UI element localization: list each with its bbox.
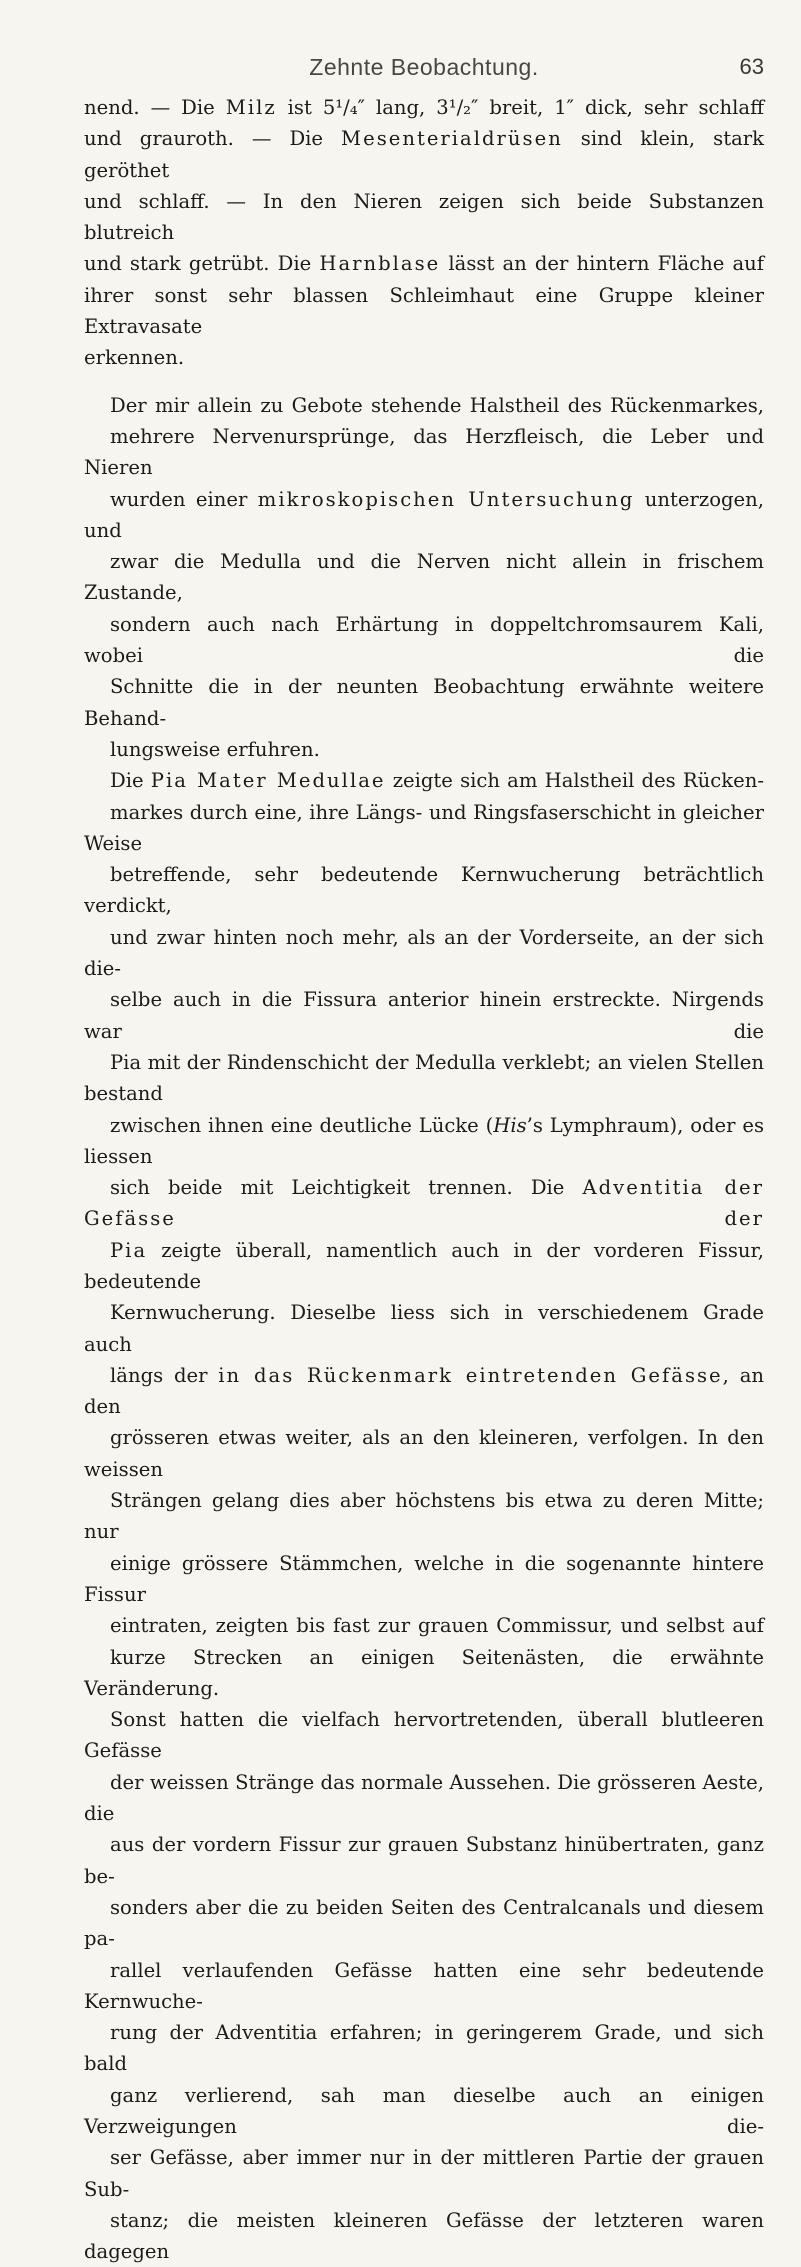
running-head bbox=[84, 50, 764, 90]
emphasis-term: Mesenterialdrüsen bbox=[341, 127, 563, 151]
text-line: zwar die Medulla und die Nerven nicht allein in frischem Zustande, bbox=[84, 550, 764, 605]
text-line: selbe auch in die Fissura anterior hinein erstreckte. Nirgends war die bbox=[84, 988, 764, 1043]
text-line: Strängen gelang dies aber höchstens bis etwa zu deren Mitte; nur bbox=[84, 1489, 764, 1544]
text-line: und schlaff. — In den Nieren zeigen sich beide Substanzen blutreich bbox=[84, 189, 764, 245]
text-line: und grauroth. — Die Mesenterialdrüsen sind klein, stark geröthet bbox=[84, 127, 764, 182]
text-line: stanz; die meisten kleineren Gefässe der letzteren waren dagegen bbox=[84, 2208, 764, 2264]
emphasis-term: Milz bbox=[225, 96, 277, 119]
text-line: grösseren etwas weiter, als an den kleineren, verfolgen. In den weissen bbox=[84, 1426, 764, 1481]
body-text bbox=[84, 92, 764, 2267]
text-line: markes durch eine, ihre Längs- und Ringsfaserschicht in gleicher Weise bbox=[84, 800, 764, 855]
author-name: His bbox=[493, 1113, 527, 1137]
text-line: der weissen Stränge das normale Aussehen. Die grösseren Aeste, die bbox=[84, 1770, 764, 1826]
text-line: nend. — Die Milz ist 5¹/₄″ lang, 3¹/₂″ breit, 1″ dick, sehr schlaff bbox=[84, 96, 764, 119]
emphasis-term: Harnblase bbox=[319, 252, 441, 276]
text-line: und zwar hinten noch mehr, als an der Vorderseite, an der sich die- bbox=[84, 925, 764, 981]
text-line: Schnitte die in der neunten Beobachtung erwähnte weitere Behand- bbox=[84, 675, 764, 730]
emphasis-term: Pia bbox=[110, 1238, 148, 1262]
text-line: Kernwucherung. Dieselbe liess sich in verschiedenem Grade auch bbox=[84, 1301, 764, 1356]
text-line: aus der vordern Fissur zur grauen Substanz hinübertraten, ganz be- bbox=[84, 1833, 764, 1888]
text-line: erkennen. bbox=[84, 346, 185, 370]
text-line: wurden einer mikroskopischen Untersuchung unterzogen, und bbox=[84, 487, 764, 542]
emphasis-term: mikroskopischen Untersuchung bbox=[257, 487, 635, 511]
text-line: mehrere Nervenursprünge, das Herzfleisch, die Leber und Nieren bbox=[84, 424, 764, 480]
text-line: kurze Strecken an einigen Seitenästen, die erwähnte Veränderung. bbox=[84, 1645, 764, 1700]
text-line: ganz verlierend, sah man dieselbe auch an einigen Verzweigungen die- bbox=[84, 2083, 764, 2138]
text-line: sondern auch nach Erhärtung in doppeltchromsaurem Kali, wobei die bbox=[84, 612, 764, 668]
text-line: Die Pia Mater Medullae zeigte sich am Halstheil des Rücken- bbox=[110, 769, 764, 793]
text-line: lungsweise erfuhren. bbox=[110, 737, 320, 761]
text-line: eintraten, zeigten bis fast zur grauen Commissur, und selbst auf bbox=[110, 1614, 764, 1638]
text-line: rung der Adventitia erfahren; in geringerem Grade, und sich bald bbox=[84, 2021, 764, 2076]
text-line: Der mir allein zu Gebote stehende Halstheil des Rückenmarkes, bbox=[110, 393, 764, 417]
text-line: Pia mit der Rindenschicht der Medulla verklebt; an vielen Stellen bestand bbox=[84, 1050, 764, 1106]
text-line: sich beide mit Leichtigkeit trennen. Die Adventitia der Gefässe der bbox=[84, 1176, 764, 1231]
text-line: rallel verlaufenden Gefässe hatten eine sehr bedeutende Kernwuche- bbox=[84, 1958, 764, 2013]
paragraph-1 bbox=[84, 92, 764, 374]
text-line: längs der in das Rückenmark eintretenden Gefässe, an den bbox=[84, 1363, 764, 1419]
text-line: ser Gefässe, aber immer nur in der mittleren Partie der grauen Sub- bbox=[84, 2146, 764, 2201]
running-title: Zehnte Beobachtung. bbox=[309, 54, 539, 80]
text-line: betreffende, sehr bedeutende Kernwucherung beträchtlich verdickt, bbox=[84, 863, 764, 918]
paragraph-3 bbox=[84, 765, 764, 2267]
emphasis-term: Adventitia der Gefässe der bbox=[84, 1176, 764, 1231]
emphasis-term: Pia Mater Medullae bbox=[150, 769, 386, 793]
text-line: ihrer sonst sehr blassen Schleimhaut eine Gruppe kleiner Extravasate bbox=[84, 283, 764, 339]
text-line: Sonst hatten die vielfach hervortretenden, überall blutleeren Gefässe bbox=[84, 1708, 764, 1763]
text-line: Pia zeigte überall, namentlich auch in der vorderen Fissur, bedeutende bbox=[84, 1238, 764, 1293]
page-number: 63 bbox=[739, 54, 764, 79]
text-line: sonders aber die zu beiden Seiten des Centralcanals und diesem pa- bbox=[84, 1895, 764, 1951]
emphasis-term: in das Rückenmark eintretenden Gefässe bbox=[218, 1363, 723, 1387]
paragraph-2 bbox=[84, 390, 764, 766]
text-line: zwischen ihnen eine deutliche Lücke (His’s Lymphraum), oder es liessen bbox=[84, 1113, 764, 1168]
text-line: und stark getrübt. Die Harnblase lässt an der hintern Fläche auf bbox=[84, 252, 764, 276]
text-line: einige grössere Stämmchen, welche in die sogenannte hintere Fissur bbox=[84, 1551, 764, 1606]
